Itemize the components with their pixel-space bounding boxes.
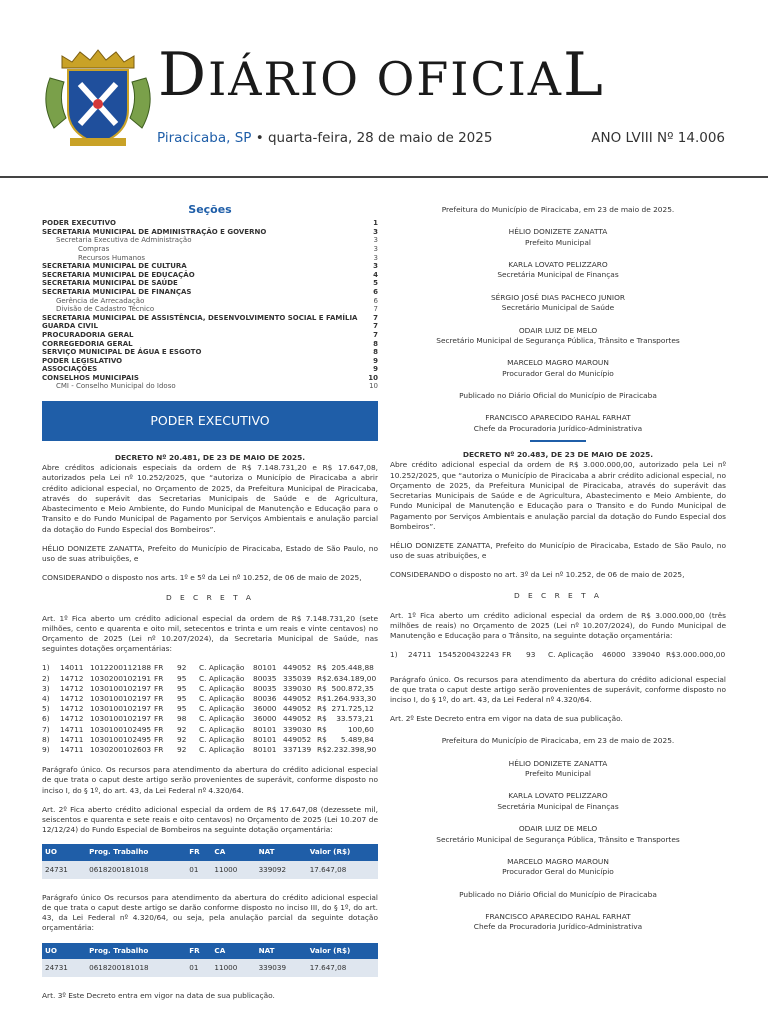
- table-cell: 11000: [211, 861, 255, 879]
- budget-row: 7) 14711 1030100102495 FR 92 C. Aplicação 80101 339030 R$ 100,60: [42, 724, 374, 734]
- place-date: Prefeitura do Município de Piracicaba, em 23 de maio de 2025.: [441, 736, 675, 746]
- decree-ementa: Abre créditos adicionais especiais da ordem de R$ 7.148.731,20 e R$ 17.647,08, autorizados pela Lei nº 10.252/2025, que “autoriza o Município de Piracicaba a abrir crédito adicional especial, no Orçamento de 2025, da Prefeitura Municipal de Piracicaba, através do superávit das Secretarias Municipais de Saúde e de Agricultura, Abastecimento e Meio Ambiente, do Fundo Municipal de Manutenção e Educação para o Transito e do Fundo Municipal de Pagamento por Serviços Ambientais e anulação parcial da dotação do Fundo Especial dos Bombeiros”.: [42, 463, 378, 534]
- signer-role: Procurador Geral do Município: [502, 368, 614, 378]
- table-cell: 11000: [211, 959, 255, 977]
- signer-role: Prefeito Municipal: [525, 768, 591, 778]
- table-header: NAT: [256, 943, 307, 959]
- table-header: Prog. Trabalho: [86, 844, 186, 860]
- budget-row: 8) 14711 1030100102495 FR 92 C. Aplicação 80101 449052 R$ 5.489,84: [42, 734, 374, 744]
- table-header: UO: [42, 943, 86, 959]
- section-divider: [530, 440, 586, 442]
- table-cell: 01: [186, 959, 211, 977]
- decree-paragraph: CONSIDERANDO o disposto no art. 3º da Lei nº 10.252, de 06 de maio de 2025,: [390, 570, 685, 580]
- budget-row: 9) 14711 1030200102603 FR 92 C. Aplicação 80101 337139 R$2.232.398,90: [42, 744, 377, 754]
- signer-role: Secretária Municipal de Finanças: [497, 270, 619, 280]
- decree-paragraph: Parágrafo único Os recursos para atendimento da abertura do crédito adicional especial de que trata o caput deste artigo se darão conforme disposto no inciso III, do § 1º, do art. 43, da Lei Federal nº 4.320/64, ou seja, pela anulação parcial da seguinte dotação orçamentária:: [42, 892, 378, 933]
- newspaper-title: DIÁRIO OFICIAL: [158, 40, 605, 110]
- budget-row: 4) 14712 1030100102197 FR 95 C. Aplicação 80036 449052 R$1.264.933,30: [42, 693, 377, 703]
- toc-item[interactable]: PROCURADORIA GERAL 7: [42, 330, 378, 339]
- signature-block: [390, 358, 726, 379]
- signer-role: Procurador Geral do Município: [502, 867, 614, 877]
- toc-item[interactable]: PODER LEGISLATIVO 9: [42, 356, 378, 365]
- table-cell: 17.647,08: [307, 861, 378, 879]
- decree-title: DECRETO Nº 20.481, DE 23 DE MAIO DE 2025.: [114, 453, 306, 463]
- signature-block: [390, 912, 726, 933]
- signer-role: Secretário Municipal de Segurança Pública, Trânsito e Transportes: [436, 834, 680, 844]
- signature-block: [390, 791, 726, 812]
- toc-item[interactable]: SECRETARIA MUNICIPAL DE ADMINISTRAÇÃO E GOVERNO 3: [42, 227, 378, 236]
- signature-block: [390, 824, 726, 845]
- place-date: Prefeitura do Município de Piracicaba, em 23 de maio de 2025.: [441, 205, 675, 214]
- budget-table: [42, 943, 378, 977]
- budget-row: 1) 24711 1545200432243 FR 93 C. Aplicação 46000 339040 R$3.000.000,00: [390, 650, 726, 660]
- signer-role: Chefe da Procuradoria Jurídico-Administrativa: [473, 423, 643, 433]
- table-cell: 24731: [42, 861, 86, 879]
- budget-row: 1) 14011 1012200112188 FR 92 C. Aplicação 80101 449052 R$ 205.448,88: [42, 663, 374, 673]
- decree-article: Art. 2º Este Decreto entra em vigor na data de sua publicação.: [390, 714, 623, 724]
- signature-block: [390, 857, 726, 878]
- table-header: CA: [211, 943, 255, 959]
- right-column: [390, 205, 726, 945]
- decree-paragraph: HÉLIO DONIZETE ZANATTA, Prefeito do Município de Piracicaba, Estado de São Paulo, no uso de suas atribuições, e: [42, 543, 378, 563]
- signer-name: FRANCISCO APARECIDO RAHAL FARHAT: [485, 912, 631, 921]
- toc-item[interactable]: Gerência de Arrecadação 6: [56, 296, 378, 305]
- table-cell: 17.647,08: [307, 959, 378, 977]
- decree-paragraph: CONSIDERANDO o disposto nos arts. 1º e 5º da Lei nº 10.252, de 06 de maio de 2025,: [42, 573, 362, 583]
- city-coat-of-arms-icon: [40, 48, 156, 152]
- decree-article: Art. 1º Fica aberto um crédito adicional especial da ordem de R$ 7.148.731,20 (sete milhões, cento e quarenta e oito mil, setecentos e trinta e um reais e vinte centavos) no Orçamento de 2025 (Lei nº 10.207/2024), da Secretaria Municipal de Saúde, nas seguintes dotações orçamentárias:: [42, 613, 378, 654]
- decreta-heading: D E C R E T A: [166, 593, 254, 603]
- signer-role: Chefe da Procuradoria Jurídico-Administrativa: [473, 922, 643, 932]
- decree-article: Art. 1º Fica aberto um crédito adicional especial da ordem de R$ 3.000.000,00 (três milhões de reais) no Orçamento de 2025 (Lei nº 10.207/2024), do Fundo Municipal de Manutenção e Educação para o Trânsito, na seguinte dotação orçamentária:: [390, 610, 726, 641]
- toc-item[interactable]: SECRETARIA MUNICIPAL DE SAÚDE 5: [42, 279, 378, 288]
- toc-item[interactable]: GUARDA CIVIL 7: [42, 322, 378, 331]
- table-row: [42, 959, 378, 977]
- signer-name: HÉLIO DONIZETE ZANATTA: [508, 758, 608, 768]
- decree-title: DECRETO Nº 20.483, DE 23 DE MAIO DE 2025.: [462, 450, 654, 460]
- table-header: UO: [42, 844, 86, 860]
- table-header: Valor (R$): [307, 943, 378, 959]
- masthead: [0, 0, 768, 178]
- toc-item[interactable]: Compras 3: [78, 244, 378, 253]
- signature-block: [390, 293, 726, 314]
- table-cell: 339092: [256, 861, 307, 879]
- table-header: NAT: [256, 844, 307, 860]
- signer-role: Secretária Municipal de Finanças: [497, 801, 619, 811]
- table-header: FR: [186, 943, 211, 959]
- table-cell: 339039: [256, 959, 307, 977]
- budget-table: [42, 844, 378, 878]
- signer-name: HÉLIO DONIZETE ZANATTA: [508, 227, 608, 237]
- table-header: FR: [186, 844, 211, 860]
- toc-item[interactable]: SERVIÇO MUNICIPAL DE ÁGUA E ESGOTO 8: [42, 348, 378, 357]
- signer-name: ODAIR LUIZ DE MELO: [518, 824, 598, 834]
- toc-title: Seções: [188, 203, 232, 216]
- table-header: CA: [211, 844, 255, 860]
- budget-row: 6) 14712 1030100102197 FR 98 C. Aplicação 36000 449052 R$ 33.573,21: [42, 714, 374, 724]
- budget-row: 2) 14712 1030200102191 FR 95 C. Aplicação 80035 335039 R$2.634.189,00: [42, 673, 377, 683]
- signature-block: [390, 260, 726, 281]
- signer-name: MARCELO MAGRO MAROUN: [507, 358, 609, 368]
- toc-item[interactable]: ASSOCIAÇÕES 9: [42, 365, 378, 374]
- publication-note: Publicado no Diário Oficial do Município de Piracicaba: [459, 391, 657, 401]
- table-row: [42, 861, 378, 879]
- signature-block: [390, 326, 726, 347]
- issue-place-date: [157, 130, 492, 146]
- signer-name: ODAIR LUIZ DE MELO: [518, 325, 598, 335]
- issue-date: • quarta-feira, 28 de maio de 2025: [251, 130, 493, 146]
- toc-item[interactable]: SECRETARIA MUNICIPAL DE ASSISTÊNCIA, DESENVOLVIMENTO SOCIAL E FAMÍLIA 7: [42, 313, 378, 322]
- signer-name: KARLA LOVATO PELIZZARO: [508, 260, 608, 270]
- decree-paragraph: Parágrafo único. Os recursos para atendimento da abertura do crédito adicional especial de que trata o caput deste artigo serão provenientes de superávit, conforme disposto no inciso I, do § 1º, do art. 43, da Lei Federal nº 4.320/64.: [390, 674, 726, 704]
- edition-number: ANO LVIII Nº 14.006: [591, 130, 725, 146]
- toc-item[interactable]: Recursos Humanos 3: [78, 253, 378, 262]
- table-cell: 24731: [42, 959, 86, 977]
- decree-paragraph: Parágrafo único. Os recursos para atendimento da abertura do crédito adicional especial de que trata o caput deste artigo serão provenientes de superávit, conforme disposto no inciso I, do § 1º, do art. 43, da Lei Federal nº 4.320/64.: [42, 765, 378, 795]
- table-cell: 0618200181018: [86, 959, 186, 977]
- budget-row: 5) 14712 1030100102197 FR 95 C. Aplicação 36000 449052 R$ 271.725,12: [42, 704, 374, 714]
- decree-paragraph: HÉLIO DONIZETE ZANATTA, Prefeito do Município de Piracicaba, Estado de São Paulo, no uso de suas atribuições, e: [390, 540, 726, 561]
- signer-name: KARLA LOVATO PELIZZARO: [508, 791, 608, 801]
- toc-item[interactable]: SECRETARIA MUNICIPAL DE EDUCAÇÃO 4: [42, 270, 378, 279]
- city-label: Piracicaba, SP: [157, 130, 252, 146]
- table-header-row: [42, 844, 378, 860]
- signer-name: SÉRGIO JOSÉ DIAS PACHECO JUNIOR: [490, 292, 626, 302]
- signer-name: FRANCISCO APARECIDO RAHAL FARHAT: [485, 413, 631, 423]
- toc-item[interactable]: Secretaria Executiva de Administração 3: [56, 236, 378, 245]
- table-cell: 0618200181018: [86, 861, 186, 879]
- budget-list: [42, 663, 378, 755]
- toc-item[interactable]: Divisão de Cadastro Técnico 7: [56, 305, 378, 314]
- toc-item[interactable]: SECRETARIA MUNICIPAL DE FINANÇAS 6: [42, 287, 378, 296]
- signature-block: [390, 413, 726, 434]
- decree-article: Art. 2º Fica aberto crédito adicional especial da ordem de R$ 17.647,08 (dezessete mil, seiscentos e quarenta e sete reais e oito centavos) no Orçamento de 2025 (Lei 10.207 de 12/12/24) do Fundo Especial de Bombeiros na seguinte dotação orçamentária:: [42, 804, 378, 835]
- table-cell: 01: [186, 861, 211, 879]
- toc-item[interactable]: PODER EXECUTIVO 1: [42, 219, 378, 228]
- signer-role: Secretário Municipal de Saúde: [501, 303, 615, 313]
- budget-row: 3) 14712 1030100102197 FR 95 C. Aplicação 80035 339030 R$ 500.872,35: [42, 683, 374, 693]
- signature-block: [390, 759, 726, 780]
- decreta-heading: D E C R E T A: [514, 590, 602, 600]
- signer-name: MARCELO MAGRO MAROUN: [507, 856, 609, 866]
- table-of-contents: [42, 219, 378, 391]
- table-header-row: [42, 943, 378, 959]
- table-header: Prog. Trabalho: [86, 943, 186, 959]
- left-column: [42, 205, 378, 1010]
- table-header: Valor (R$): [307, 844, 378, 860]
- signer-role: Prefeito Municipal: [525, 237, 591, 247]
- signature-block: [390, 227, 726, 248]
- toc-item[interactable]: CORREGEDORIA GERAL 8: [42, 339, 378, 348]
- toc-item[interactable]: CONSELHOS MUNICIPAIS 10: [42, 373, 378, 382]
- decree-ementa: Abre crédito adicional especial da ordem de R$ 3.000.000,00, autorizado pela Lei nº 10.252/2025, que “autoriza o Município de Piracicaba a abrir crédito adicional especial, no Orçamento de 2025, da Prefeitura Municipal de Piracicaba, através do superávit das Secretarias Municipais de Saúde e de Agricultura, Abastecimento e Meio Ambiente, do Fundo Municipal de Manutenção e Educação para o Transito e do Fundo Municipal de Pagamento por Serviços Ambientais e anulação parcial da dotação do Fundo Especial dos Bombeiros”.: [390, 460, 726, 531]
- toc-item[interactable]: CMI - Conselho Municipal do Idoso 10: [56, 382, 378, 391]
- section-banner: PODER EXECUTIVO: [42, 401, 378, 441]
- header-rule: [0, 176, 768, 178]
- decree-article: Art. 3º Este Decreto entra em vigor na data de sua publicação.: [42, 991, 275, 1000]
- toc-item[interactable]: SECRETARIA MUNICIPAL DE CULTURA 3: [42, 262, 378, 271]
- signer-role: Secretário Municipal de Segurança Pública, Trânsito e Transportes: [436, 336, 680, 346]
- publication-note: Publicado no Diário Oficial do Município de Piracicaba: [459, 889, 657, 899]
